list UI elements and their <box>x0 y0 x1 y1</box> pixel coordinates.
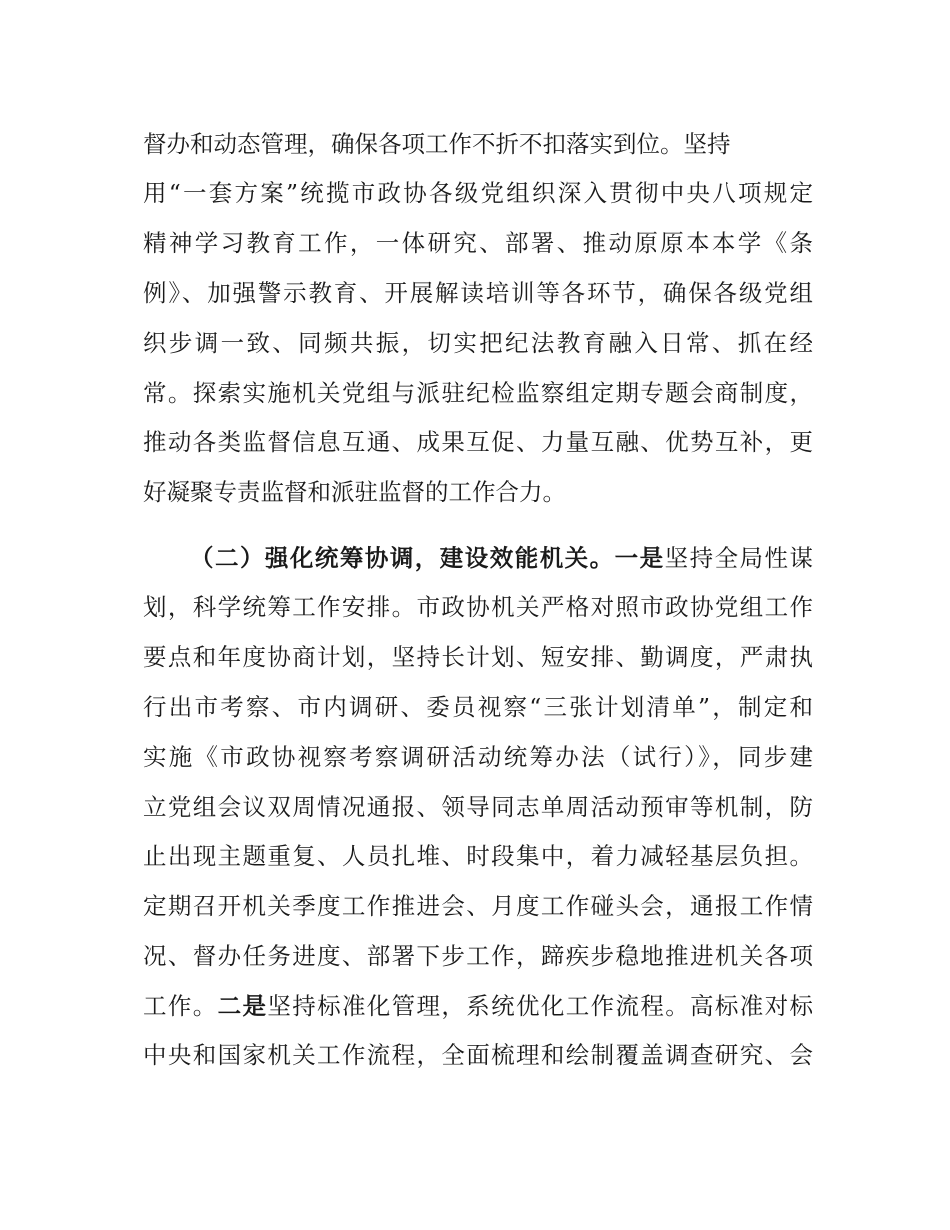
paragraph-text: 坚持标准化管理，系统优化工作流程。高标准对标 <box>267 992 813 1020</box>
paragraph-heading-line <box>190 538 813 578</box>
paragraph-line: 织步调一致、同频共振，切实把纪法教育融入日常、抓在经 <box>143 329 813 357</box>
paragraph-line: 推动各类监督信息互通、成果互促、力量互融、优势互补，更 <box>143 428 813 456</box>
paragraph-line: 用“一套方案”统揽市政协各级党组织深入贯彻中央八项规定 <box>143 179 813 207</box>
paragraph-line: 督办和动态管理，确保各项工作不折不扣落实到位。坚持 <box>143 130 731 158</box>
paragraph-line: 要点和年度协商计划，坚持长计划、短安排、勤调度，严肃执 <box>143 643 813 671</box>
paragraph-line: 例》、加强警示教育、开展解读培训等各环节，确保各级党组 <box>143 279 813 307</box>
paragraph-line <box>143 986 813 1026</box>
paragraph-line: 行出市考察、市内调研、委员视察“三张计划清单”，制定和 <box>143 693 813 721</box>
paragraph-line: 定期召开机关季度工作推进会、月度工作碰头会，通报工作情 <box>143 892 813 920</box>
point-marker: 二是 <box>217 992 268 1020</box>
section-heading: （二）强化统筹协调，建设效能机关。 <box>190 544 615 572</box>
point-marker: 一是 <box>614 544 665 572</box>
paragraph-line: 止出现主题重复、人员扎堆、时段集中，着力减轻基层负担。 <box>143 842 813 870</box>
paragraph-text: 坚持全局性谋 <box>664 544 813 572</box>
paragraph-line: 精神学习教育工作，一体研究、部署、推动原原本本学《条 <box>143 229 813 257</box>
paragraph-line: 中央和国家机关工作流程，全面梳理和绘制覆盖调查研究、会 <box>143 1041 813 1069</box>
paragraph-line: 划，科学统筹工作安排。市政协机关严格对照市政协党组工作 <box>143 593 813 621</box>
paragraph-line: 常。探索实施机关党组与派驻纪检监察组定期专题会商制度， <box>143 379 813 407</box>
paragraph-text: 工作。 <box>143 992 218 1020</box>
paragraph-line: 实施《市政协视察考察调研活动统筹办法（试行）》，同步建 <box>143 743 813 771</box>
paragraph-line: 好凝聚专责监督和派驻监督的工作合力。 <box>143 478 566 506</box>
paragraph-line: 立党组会议双周情况通报、领导同志单周活动预审等机制，防 <box>143 793 813 821</box>
paragraph-line: 况、督办任务进度、部署下步工作，蹄疾步稳地推进机关各项 <box>143 942 813 970</box>
